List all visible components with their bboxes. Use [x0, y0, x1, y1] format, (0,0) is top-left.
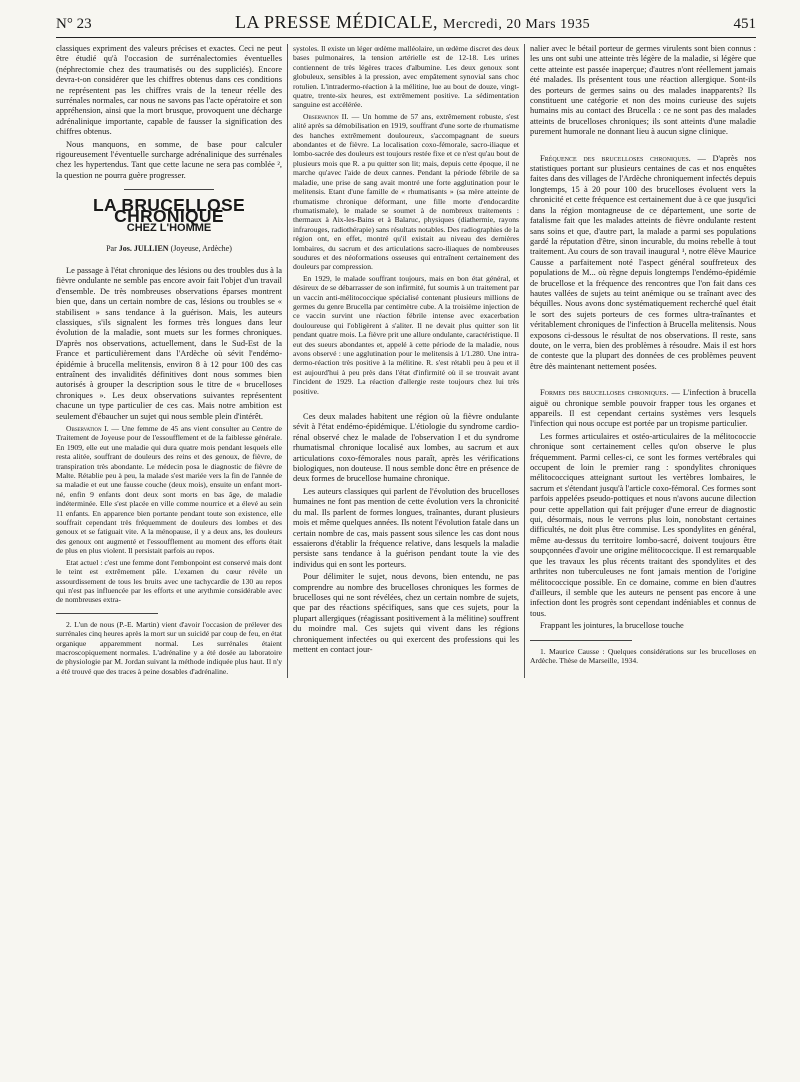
byline-prefix: Par	[106, 243, 117, 253]
footnote-divider	[56, 613, 158, 614]
issue-number: N° 23	[56, 16, 92, 32]
paragraph: classiques expriment des valeurs précises et exactes. Ceci ne peut être étudié qu'à l'occasion de surrénalectomies éventuelles (néphrectomie chez des traumatisés ou des suppliciés). Encore devra-t-on considérer que les chiffres obtenus dans ces conditions ne représentent pas les chiffres vrais de la teneur réelle des surrénales normales, car nous ne savons pas l'acte opératoire et son appréhension, ainsi que la mort brusque, provoquent une décharge adrénalinique importante, capable de fausser la signification des chiffres obtenus.	[56, 44, 282, 137]
article-title: LA BRUCELLOSE CHRONIQUE	[92, 195, 245, 226]
paragraph: En 1929, le malade souffrant toujours, mais en bon état général, et désireux de se débarrasser de son infirmité, fut soumis à un traitement par un vaccin anti-mélitococcique spécialisé contenant plusieurs millions de germes du genre Brucella par centimètre cube. A la troisième injection de ce vaccin survint une réaction fébrile intense avec exacerbation douloureuse qui l'obligèrent à s'aliter. Il ne devait plus quitter son lit pendant quatre mois. La fièvre prit une allure ondulante, caractéristique. Il eut des sueurs abondantes et, appelé à cette période de la maladie, nous avons observé : une agglutination pour le melitensis à 1/1.280. Une intra-dermo-réaction très positive à la mélitine. R. s'est rétabli peu à peu et il est aujourd'hui à peu près dans l'état d'infirmité où il se trouvait avant l'incident de 1929. La réaction d'allergie reste toujours chez lui très positive.	[293, 273, 519, 396]
divider	[124, 189, 214, 190]
section-text: — D'après nos statistiques portant sur plusieurs centaines de cas et nos enquêtes faites dans des villages de l'Ardèche chroniquement infectés depuis longtemps, 15 à 20 pour 100 des brucelloses évoluent vers la chronicité et cette fréquence est certainement due à ce que jusqu'ici dans la région montagneuse de ce département, une sorte de fatalisme fait que les malades atteints de fièvre ondulante restent sans soins et que, d'autre part, la malade a parmi ses populations gardé la réputation d'être, sinon incurable, du moins rebelle à tout traitement. Au cours de son travail inaugural ¹, notre élève Maurice Causse a parfaitement noté l'aspect général souffreteux des populations de M... où règne depuis longtemps l'endémo-épidémie de brucellose et la fréquence des rencontres que l'on fait dans ces hautes vallées de sujets au teint anémique ou se traînant avec des béquilles. Nous avons donc systématiquement recherché quel était le sort des sujets porteurs de ces formes ultra-traînantes et véritablement chroniques de l'infection à Brucella melitensis. Nous exposons ci-dessous le résultat de nos observations. Il reste, sans doute, on le verra, bien des problèmes à résoudre. Mais il est hors de conteste que la plupart des données de ces problèmes peuvent être dès maintenant nettement posées.	[530, 153, 757, 371]
observation-label: Observation II.	[303, 111, 349, 121]
paragraph: Nous manquons, en somme, de base pour calculer rigoureusement l'éventuelle surcharge adrénalinique des surrénales chez les hypertendus. Tant que cette lacune ne sera pas comblée ², la question ne pourra guère progresser.	[56, 139, 282, 180]
paragraph: systoles. Il existe un léger œdème malléolaire, un œdème discret des deux bases pulmonaires, la tension artérielle est de 12-18. Les urines contiennent de très légères traces d'albumine. Les deux genoux sont globuleux, sensibles à la pression, avec empâtement synovial sans choc rotulien. L'intradermo-réaction à la mélitine, lue au bout de douze, vingt-quatre, trente-six heures, est extrêmement positive. La sédimentation sanguine est accélérée.	[293, 44, 519, 110]
column-2	[293, 44, 519, 678]
author-name: Jos. JULLIEN	[118, 243, 169, 253]
text-columns	[56, 44, 756, 678]
section-forms	[530, 388, 756, 430]
observation-1	[56, 424, 282, 556]
issue-date: Mercredi, 20 Mars 1935	[443, 17, 591, 32]
observation-2	[293, 112, 519, 272]
section-heading: Fréquence des brucelloses chroniques.	[540, 153, 691, 163]
paragraph: Pour délimiter le sujet, nous devons, bien entendu, ne pas comprendre au nombre des brucelloses chroniques les formes de brucelloses qui ne sont révélées, chez un certain nombre de sujets, que par des réactions spécifiques, sans que ces sujets, pour la plupart allergiques (réagissant positivement à la mélitine) souffrent du moindre mal. Ces sujets qui vivent dans les régions chroniquement infectées ou qui exercent des professions qui les mettent en contact jour-	[293, 572, 519, 654]
publication-masthead	[235, 12, 590, 33]
paragraph: Le passage à l'état chronique des lésions ou des troubles dus à la fièvre ondulante ne semble pas encore avoir fait l'objet d'un travail d'ensemble. De très nombreuses observations éparses montrent bien que, dans un certain nombre de cas, lésions ou troubles se « stabilisent » sans tendance à la guérison. Mais, les auteurs classiques, s'ils signalent les formes très longues dans leur évolution de la maladie, sont muets sur les formes chroniques. D'après nos observations, actuellement, dans le Sud-Est de la France et particulièrement dans l'Ardèche où sévit l'endémo-épidémie à brucella melitensis, environ 8 à 12 pour 100 des cas entraînent des invalidités définitives dont nous sommes bien autorisés à grouper la description sous le titre de « brucelloses chroniques ». Les deux observations suivantes représentent chacune un type particulier de ces cas. Mais notre ambition est seulement d'ébaucher un sujet qui nous semble plein d'intérêt.	[56, 265, 282, 421]
article-subtitle: CHEZ L'HOMME	[126, 222, 212, 235]
column-3	[530, 44, 756, 678]
observation-text: — Un homme de 57 ans, extrêmement robuste, s'est alité après sa démobilisation en 1919, souffrant d'une sorte de rhumatisme des hanches extrêmement douloureux, s'accompagnant de sueurs abondantes et de fièvre. La localisation coxo-fémorale, sacro-iliaque et lombo-sacrée des douleurs est toujours restée fixe et ce n'est qu'au bout de plusieurs mois que R. a pu quitter son lit; mais, depuis cette époque, il ne marche qu'avec l'aide de deux cannes. Pendant la période fébrile de sa maladie, une prise de sang avait montré une forte agglutination pour le melitensis. Etant d'une famille de « rhumatisants » (sa mère atteinte de rhumatisme chronique déformant, une fille morte d'endocardite rhumatismale), le malade se soumet à de nombreux traitements : thermaux à Aix-les-Bains et à Balaruc, physiques (diathermie, rayons infrarouges, radiothérapie) sans résultats notables. Des radiographies de la région ont, en effet, montré qu'il existait au niveau des dernières lombaires, du sacrum et des articulations sacro-iliaques de nombreuses soudures et des néoformations osseuses qui entraînent certainement des douleurs par compression.	[293, 111, 519, 272]
section-text: — L'infection à brucella aiguë ou chronique semble pouvoir frapper tous les organes et appareils. Il est cependant certains systèmes vers lesquels l'infection qui nous occupe est portée par un tropisme particulier.	[530, 388, 756, 429]
author-location: (Joyeuse, Ardèche)	[170, 243, 232, 253]
column-1	[56, 44, 282, 678]
page-number: 451	[733, 16, 756, 32]
footnote: 1. Maurice Causse : Quelques considérations sur les brucelloses en Ardèche. Thèse de Marseille, 1934.	[530, 646, 756, 665]
paragraph: Frappant les jointures, la brucellose touche	[540, 621, 684, 631]
byline	[56, 244, 282, 254]
footnote-divider	[530, 640, 632, 641]
publication-name: LA PRESSE MÉDICALE,	[234, 12, 439, 32]
section-heading: Formes des brucelloses chroniques.	[540, 388, 669, 398]
page-header	[56, 12, 756, 38]
observation-text: — Une femme de 45 ans vient consulter au Centre de Traitement de Joyeuse pour de l'essoufflement et de la faiblesse générale. En 1909, elle eut une maladie qui dura quatre mois pendant lesquels elle resta alitée, souffrant de douleurs des reins et des genoux, de fièvre, de transpiration très abondante. Le médecin posa le diagnostic de fièvre de Malte. Rétablie peu à peu, la malade s'est mariée vers la fin de l'année de sa maladie et eut une fausse couche (deux mois), ensuite un enfant mort-né, enfin 9 enfants dont deux sont morts en bas âge, de maladie indéterminée. Elle s'est placée en ville comme nourrice et a élevé au sein 11 enfants. En apparence bien portante pendant toute son existence, elle souffrait cependant très fréquemment de douleurs des lombes et des genoux et se fatiguait vite. A la ménopause, il y a deux ans, les douleurs des genoux ont augmenté et l'essoufflement au moment des efforts était de plus en plus violent. Il persistait parfois au repos.	[56, 424, 282, 556]
section-frequency	[530, 154, 756, 373]
observation-label: Observation I.	[66, 424, 109, 433]
paragraph: Les auteurs classiques qui parlent de l'évolution des brucelloses humaines ne font pas mention de cette évolution vers la chronicité du mal. Ils parlent de formes longues, traînantes, durant plusieurs mois et même quelques années. Ils notent l'évolution fatale dans un certain nombre de cas, mais passent sous silence les cas dont nous essaierons d'établir la fréquence relative, dans lesquels la maladie persiste sans tendance à la guérison pendant toute la vie des individus qui en sont les porteurs.	[293, 486, 519, 569]
paragraph: Etat actuel : c'est une femme dont l'embonpoint est conservé mais dont le teint est extrêmement pâle. L'examen du cœur révèle un assourdissement de tous les bruits avec une tachycardie de 130 au repos qui n'est pas influencée par les efforts et une arythmie considérable avec de nombreuses extra-	[56, 557, 282, 605]
paragraph: Les formes articulaires et ostéo-articulaires de la mélitococcie chronique sont certainement celles qu'on observe le plus fréquemment. Parmi celles-ci, ce sont les formes vertébrales qui occupent de loin le premier rang : spondylites chroniques mélitococciques atteignant surtout les vertèbres lombaires, le sacrum et s'étendant jusqu'à l'article coxo-fémoral. Ces formes sont parfois appelées pseudo-pottiques et nous n'avons aucune dilection pour cette appellation qui fait préjuger d'une erreur de diagnostic qui, désormais, nous le verrons plus loin, nonobstant certaines difficultés, ne doit plus être commise. Les spondylites en général, même au-dessus du territoire lombo-sacré, doivent toujours être soupçonnées d'avoir une origine mélitococcique. Il est remarquable que les travaux les plus récents traitant des spondylites et des arthrites non tuberculeuses ne font jamais mention de l'origine mélitococcique possible. En ce domaine, comme en bien d'autres d'ailleurs, il semble que les auteurs ne pensent pas encore à une infection dont les progrès sont cependant indéniables et connus de tous.	[530, 431, 756, 618]
footnote: 2. L'un de nous (P.-E. Martin) vient d'avoir l'occasion de prélever des surrénales cinq heures après la mort sur un suicidé par coup de feu, en état organique apparemment normal. Les surrénales étaient macroscopiquement normales. L'adrénaline y a été dosée au laboratoire de physiologie par M. Jordan suivant la méthode indiquée plus haut. Il n'y a été trouvé que des traces à peine dosables d'adrénaline.	[56, 619, 282, 676]
paragraph: Ces deux malades habitent une région où la fièvre ondulante sévit à l'état endémo-épidémique. L'étiologie du syndrome cardio-rénal observé chez le malade de l'observation I et du syndrome rhumatismal chronique localisé aux lombes, au sacrum et aux articulations coxo-fémorales nous paraît, après les vérifications biologiques, non douteuse. Il nous semble donc être en présence de deux formes de brucellose humaine chronique.	[293, 412, 519, 484]
paragraph: nalier avec le bétail porteur de germes virulents sont bien connus : les uns ont subi une atteinte très légère de la maladie, si légère que cette atteinte est passée inaperçue; d'autres n'ont réellement jamais été malades. Ils présentent tous une réaction allergique. Sont-ils des porteurs de germes sains ou des malades inapparents? Ils constituent une catégorie et non des moins curieuse des sujets humains mis au contact des Brucella : ce ne sont pas des malades atteints de brucelloses chroniques; ils sont atteints d'une maladie purement humorale ne donnant lieu à aucun signe clinique.	[530, 44, 756, 137]
